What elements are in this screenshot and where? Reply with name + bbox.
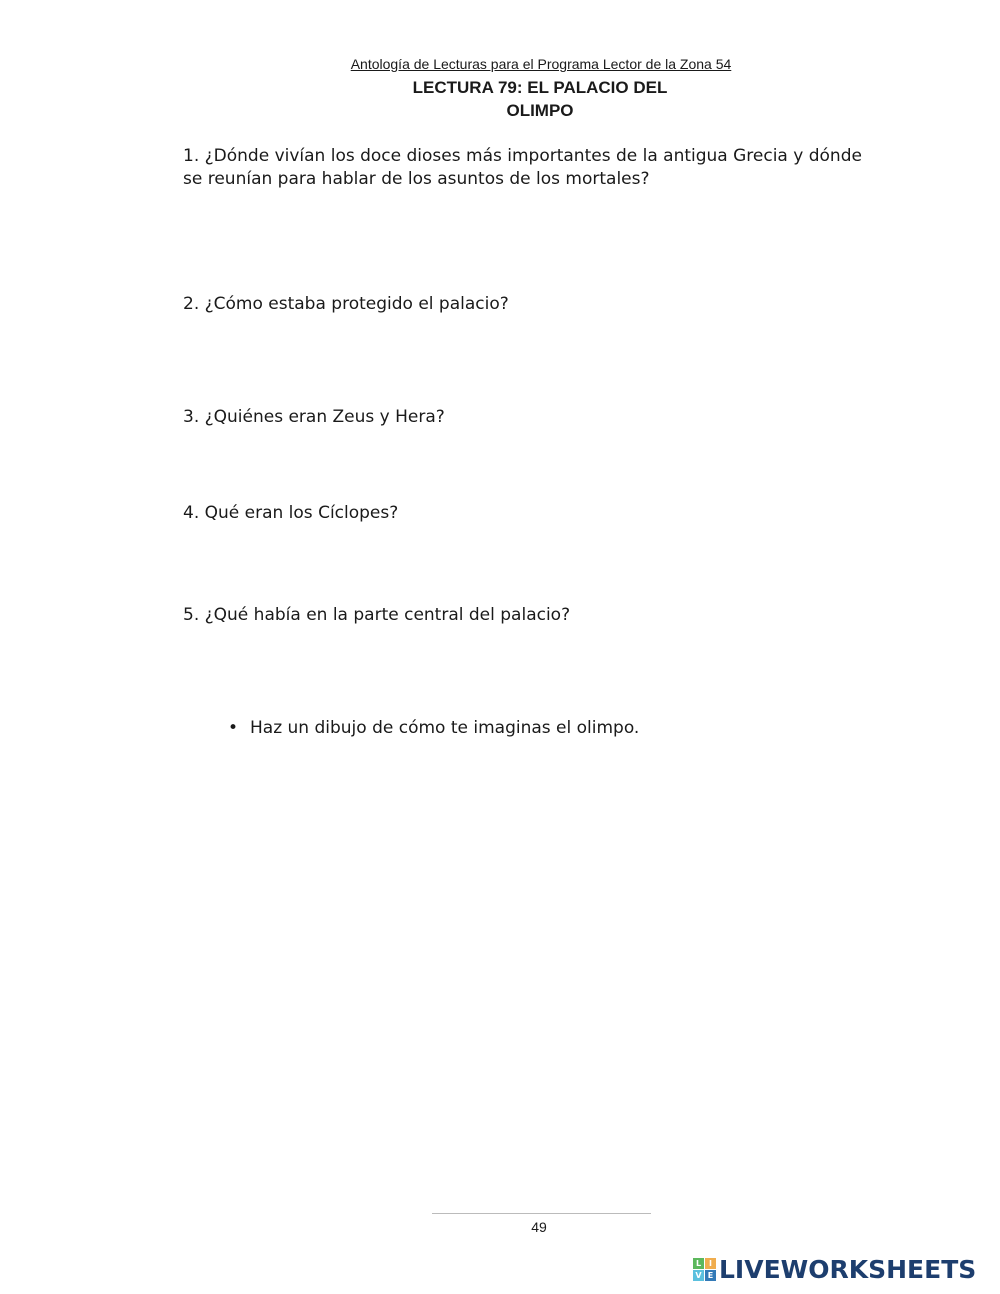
liveworksheets-logo[interactable] bbox=[693, 1254, 976, 1284]
logo-letter-i: I bbox=[705, 1258, 716, 1269]
footer-divider bbox=[432, 1213, 651, 1214]
question-1 bbox=[183, 145, 903, 191]
question-4 bbox=[183, 502, 903, 525]
liveworksheets-logo-icon bbox=[693, 1258, 716, 1281]
question-3-text: 3. ¿Quiénes eran Zeus y Hera? bbox=[183, 407, 445, 427]
question-3 bbox=[183, 406, 903, 429]
drawing-activity bbox=[228, 717, 639, 740]
logo-letter-v: V bbox=[693, 1270, 704, 1281]
logo-letter-e: E bbox=[705, 1270, 716, 1281]
question-5-text: 5. ¿Qué había en la parte central del palacio? bbox=[183, 605, 571, 625]
page-title bbox=[300, 76, 780, 122]
drawing-activity-text: Haz un dibujo de cómo te imaginas el olimpo. bbox=[250, 718, 640, 738]
question-2 bbox=[183, 293, 903, 316]
title-line-1: LECTURA 79: EL PALACIO DEL bbox=[412, 78, 668, 97]
liveworksheets-logo-text: LIVEWORKSHEETS bbox=[719, 1254, 977, 1284]
bullet-icon: • bbox=[228, 718, 239, 738]
question-2-text: 2. ¿Cómo estaba protegido el palacio? bbox=[183, 294, 509, 314]
anthology-header-text: Antología de Lecturas para el Programa Lector de la Zona 54 bbox=[350, 56, 732, 72]
logo-letter-l: L bbox=[693, 1258, 704, 1269]
question-1-line-2: se reunían para hablar de los asuntos de los mortales? bbox=[183, 169, 650, 189]
anthology-header bbox=[0, 56, 1000, 72]
question-4-text: 4. Qué eran los Cíclopes? bbox=[183, 503, 399, 523]
question-5 bbox=[183, 604, 903, 627]
title-line-2: OLIMPO bbox=[506, 101, 574, 120]
question-1-line-1: 1. ¿Dónde vivían los doce dioses más importantes de la antigua Grecia y dónde bbox=[183, 146, 862, 166]
page-number: 49 bbox=[531, 1219, 547, 1235]
